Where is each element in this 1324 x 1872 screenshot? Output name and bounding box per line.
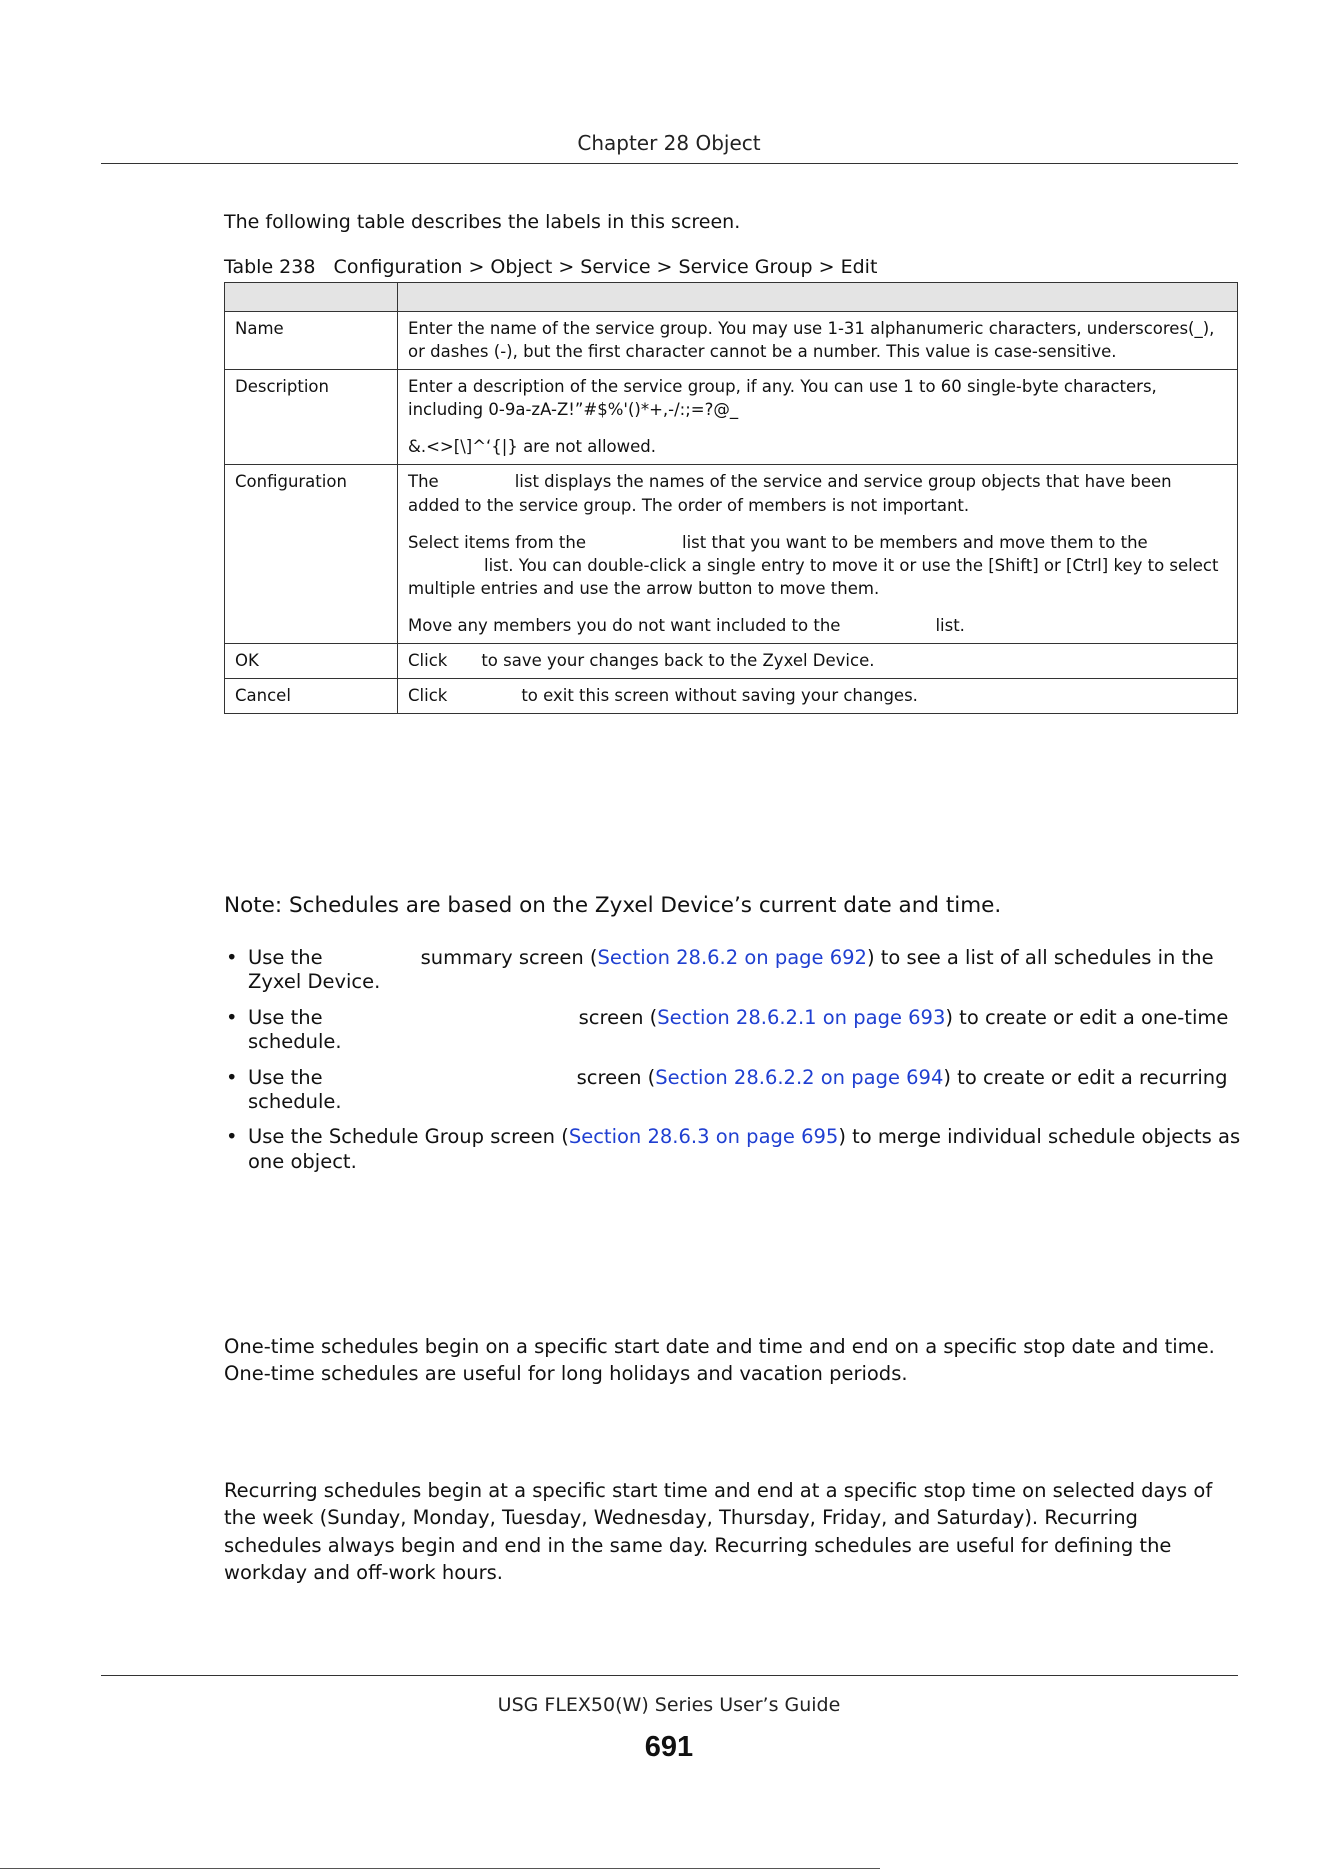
note-text: Note: Schedules are based on the Zyxel Device’s current date and time. — [224, 893, 1002, 918]
labels-table — [224, 282, 1238, 714]
configuration-desc-3: Move any members you do not want included to the list. — [408, 615, 965, 635]
section-link[interactable]: Section 28.6.2.2 on page 694 — [655, 1065, 944, 1089]
schedule-bullet-list — [224, 946, 1244, 1185]
description-desc-2: &.<>[\]^‘{|} are not allowed. — [408, 437, 656, 457]
list-item: • Use the screen (Section 28.6.2.1 on page 693) to create or edit a one-time schedule. — [226, 1005, 1229, 1054]
list-item: • Use the summary screen (Section 28.6.2 on page 692) to see a list of all schedules in the Zyxel Device. — [226, 946, 1214, 994]
section-link[interactable]: Section 28.6.2.1 on page 693 — [657, 1005, 946, 1029]
onetime-paragraph: One-time schedules begin on a specific start date and time and end on a specific stop date and time. One-time schedules are useful for long holidays and vacation periods. — [224, 1335, 1215, 1386]
row-label: Configuration — [225, 465, 398, 644]
footer-rule — [101, 1675, 1238, 1676]
list-item: • Use the screen (Section 28.6.2.2 on page 694) to create or edit a recurring schedule. — [226, 1065, 1228, 1113]
row-description: Click to exit this screen without saving your changes. — [398, 679, 1238, 714]
name-desc: Enter the name of the service group. You may use 1-31 alphanumeric characters, underscores(_), or dashes (-), but the first character cannot be a number. This value is case-sensitive. — [408, 319, 1215, 362]
page-number: 691 — [644, 1731, 694, 1763]
row-label: OK — [225, 644, 398, 679]
bullet-icon: • — [226, 946, 238, 969]
table-caption: Table 238 Configuration > Object > Service > Service Group > Edit — [224, 256, 878, 278]
row-description — [398, 465, 1238, 644]
guide-title: USG FLEX50(W) Series User’s Guide — [497, 1694, 841, 1716]
table-row — [225, 679, 1238, 714]
row-description — [398, 312, 1238, 370]
list-item: • Use the Schedule Group screen (Section 28.6.3 on page 695) to merge individual schedule objects as one object. — [226, 1125, 1241, 1173]
header-cell-description — [398, 283, 1238, 312]
recurring-paragraph: Recurring schedules begin at a specific start time and end at a specific stop time on selected days of the week (Sunday, Monday, Tuesday, Wednesday, Thursday, Friday, and Saturday). Recurring schedules always begin and end in the same day. Recurring schedules are useful for defining the workday and off-work hours. — [224, 1479, 1213, 1584]
section-link[interactable]: Section 28.6.2 on page 692 — [597, 946, 867, 969]
row-label: Cancel — [225, 679, 398, 714]
table-row — [225, 312, 1238, 370]
table-row — [225, 644, 1238, 679]
configuration-desc-1: The list displays the names of the service and service group objects that have been added to the service group. The order of members is not important. — [408, 472, 1172, 515]
row-label: Description — [225, 370, 398, 465]
row-label: Name — [225, 312, 398, 370]
section-link[interactable]: Section 28.6.3 on page 695 — [568, 1125, 839, 1149]
chapter-header: Chapter 28 Object — [577, 131, 761, 155]
bottom-edge-rule — [0, 1868, 880, 1869]
row-description — [398, 370, 1238, 465]
bullet-icon: • — [226, 1005, 238, 1029]
header-rule — [101, 163, 1238, 164]
bullet-icon: • — [226, 1065, 238, 1089]
description-desc-1: Enter a description of the service group, if any. You can use 1 to 60 single-byte characters, including 0-9a-zA-Z!”#$%'()*+,-/:;=?@_ — [408, 377, 1157, 420]
table-header-row — [225, 283, 1238, 312]
bullet-icon: • — [226, 1125, 238, 1149]
row-description: Click to save your changes back to the Zyxel Device. — [398, 644, 1238, 679]
configuration-desc-2: Select items from the list that you want to be members and move them to the list. You can double-click a single entry to move it or use the [Shift] or [Ctrl] key to select multiple entries and use the arrow button to move them. — [408, 532, 1219, 598]
table-row — [225, 465, 1238, 644]
intro-text: The following table describes the labels in this screen. — [224, 211, 741, 233]
table-row — [225, 370, 1238, 465]
header-cell-label — [225, 283, 398, 312]
